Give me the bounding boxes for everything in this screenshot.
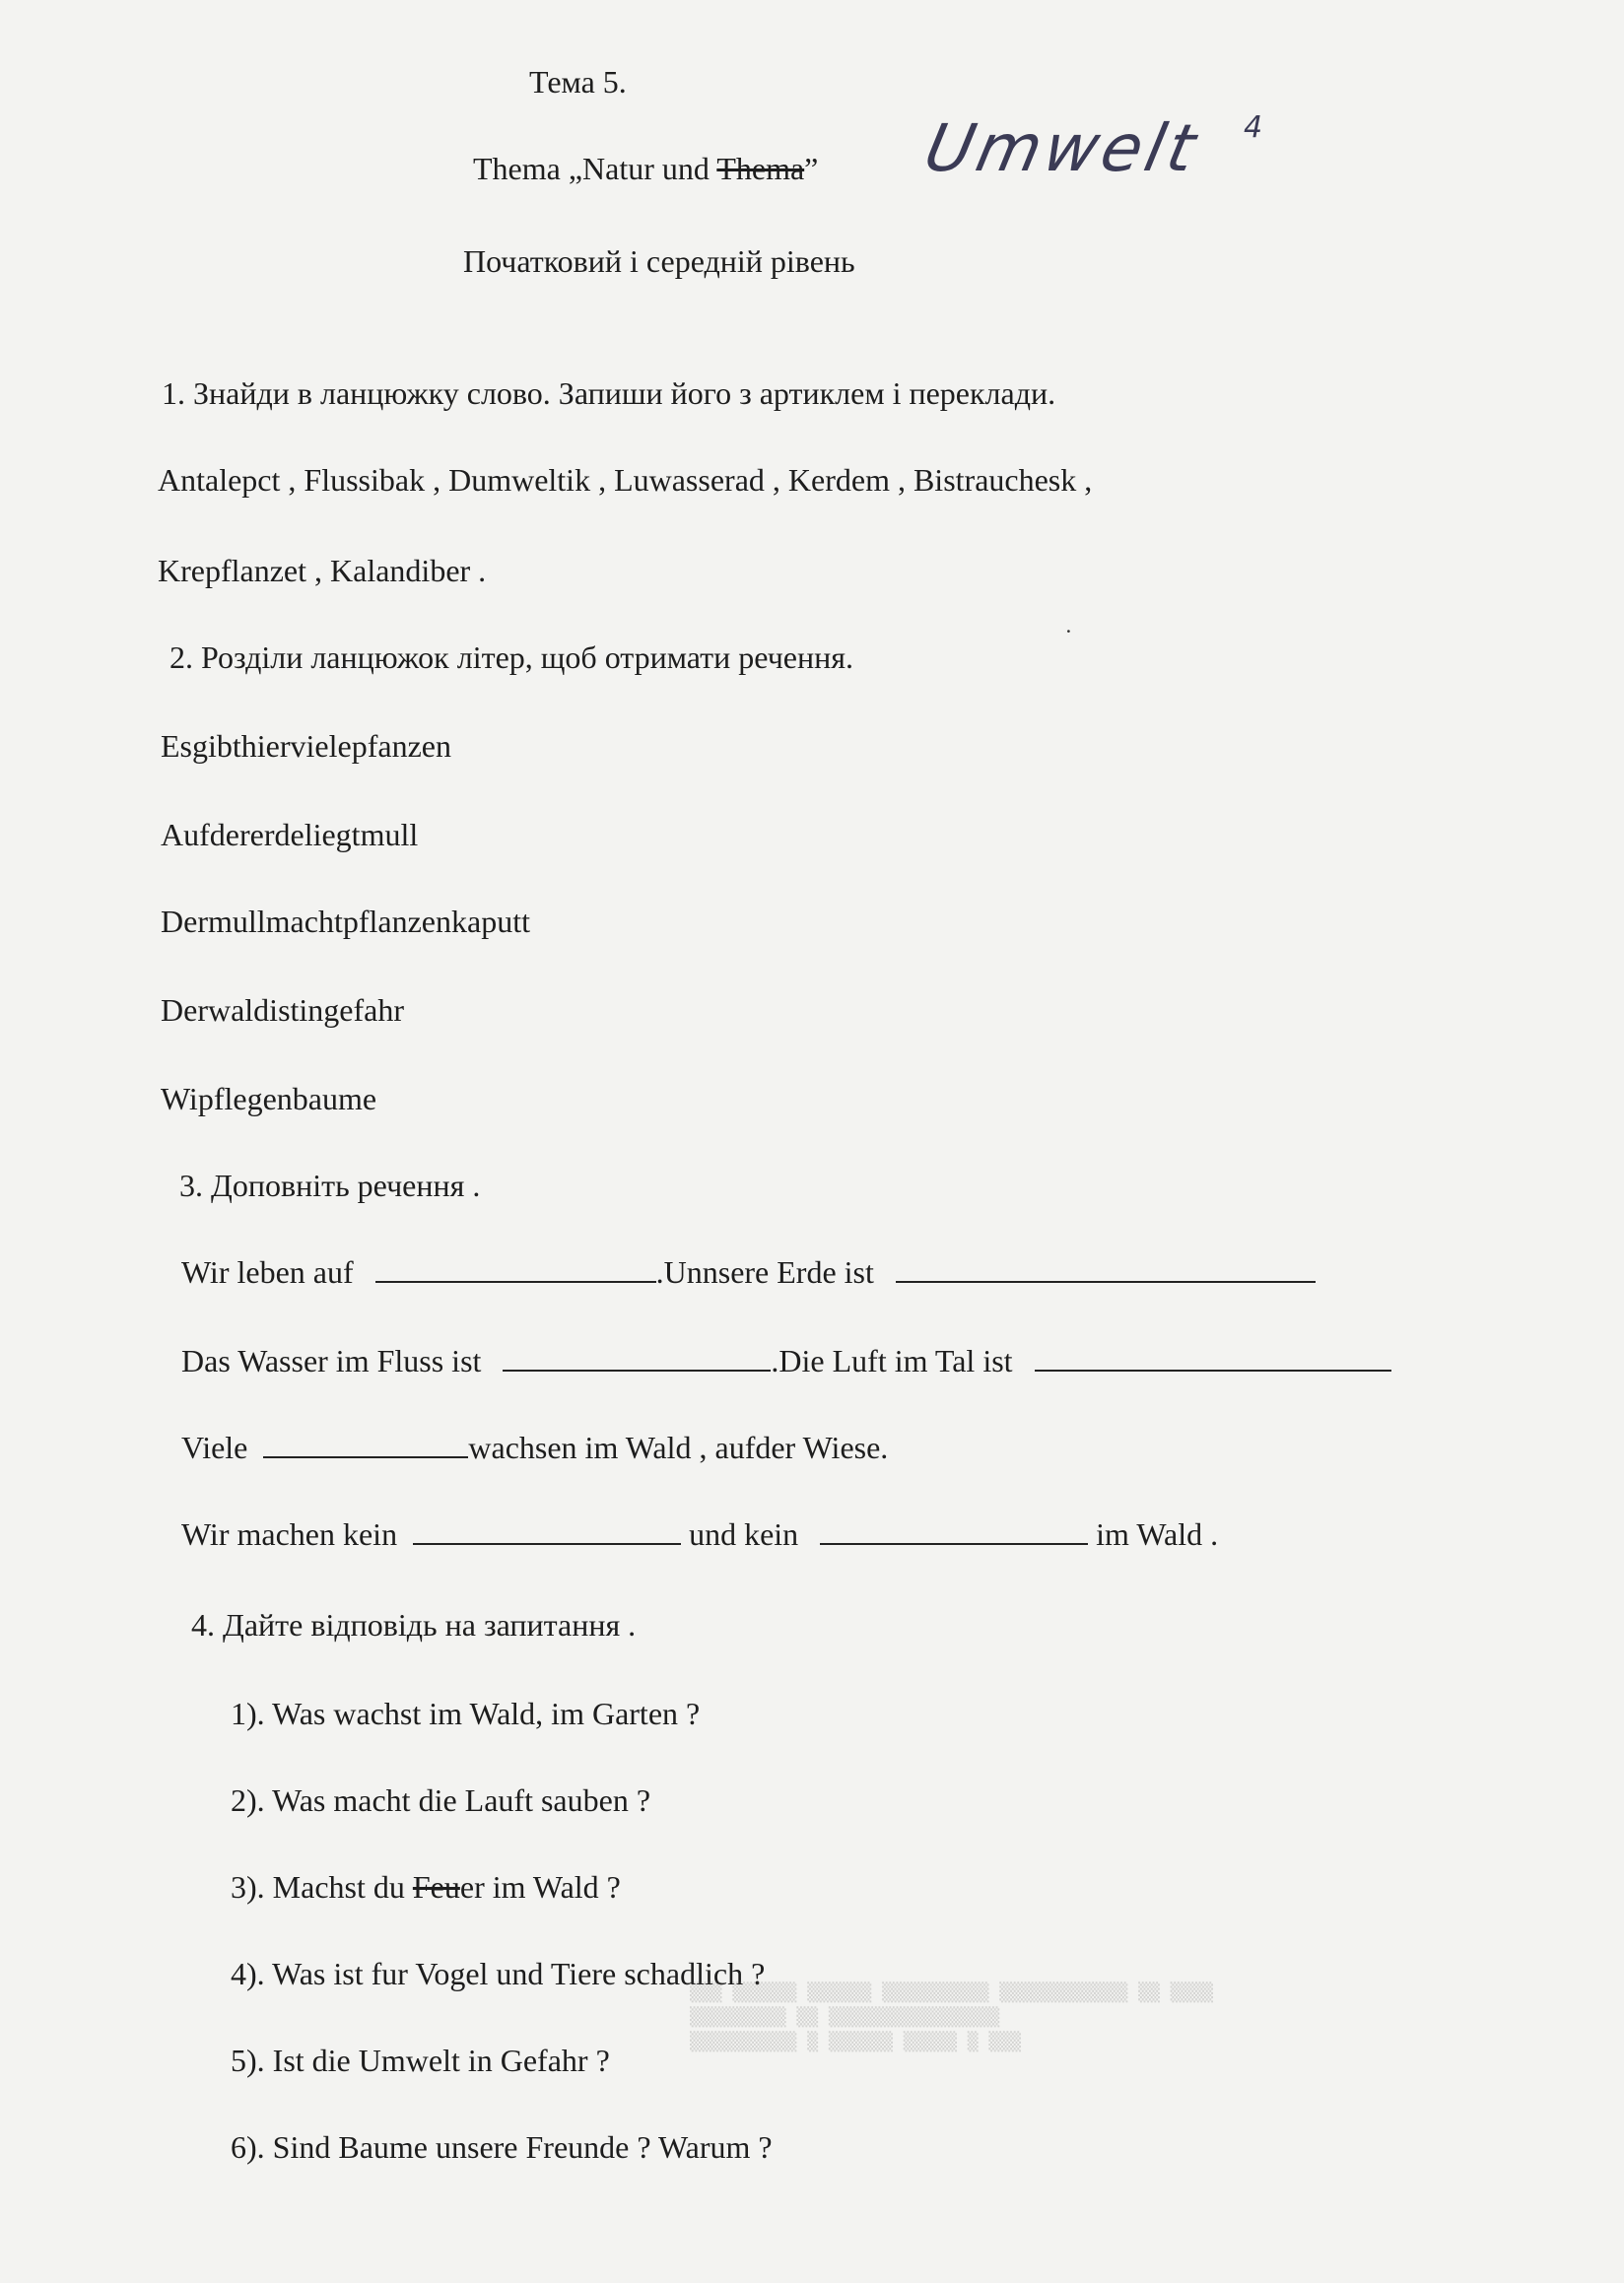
answer-blank[interactable]	[896, 1255, 1316, 1283]
question-3-suffix: er im Wald ?	[459, 1869, 621, 1905]
task3-sentence-2	[181, 1342, 1391, 1379]
task2-item-4: Derwaldistingefahr	[161, 992, 405, 1028]
sentence-text: und kein	[689, 1516, 799, 1552]
task3-sentence-3	[181, 1429, 888, 1466]
level-subtitle: Початковий і середній рівень	[463, 243, 855, 279]
topic-title	[473, 150, 818, 187]
topic-number: Тема 5.	[529, 64, 627, 100]
handwritten-mark: 4	[1244, 110, 1263, 145]
answer-blank[interactable]	[375, 1255, 656, 1283]
sentence-text: Wir machen kein	[181, 1516, 398, 1552]
answer-blank[interactable]	[413, 1517, 681, 1545]
task3-sentence-1	[181, 1253, 1316, 1291]
sentence-text: wachsen im Wald , aufder Wiese.	[468, 1430, 889, 1465]
sentence-text: .Unnsere Erde ist	[655, 1254, 874, 1290]
task2-item-2: Aufdererdeliegtmull	[161, 817, 419, 852]
task3-sentence-4	[181, 1515, 1218, 1553]
question-6: 6). Sind Baume unsere Freunde ? Warum ?	[231, 2129, 773, 2165]
question-1: 1). Was wachst im Wald, im Garten ?	[231, 1696, 701, 1731]
task2-item-5: Wipflegenbaume	[161, 1081, 377, 1116]
question-4: 4). Was ist fur Vogel und Tiere schadlich ?	[231, 1956, 766, 1991]
topic-title-suffix: ”	[804, 151, 819, 186]
answer-blank[interactable]	[503, 1344, 771, 1372]
question-3	[231, 1868, 621, 1906]
struck-word: Thema	[716, 151, 805, 186]
answer-blank[interactable]	[820, 1517, 1088, 1545]
sentence-text: .Die Luft im Tal ist	[771, 1343, 1013, 1378]
task2-item-3: Dermullmachtpflanzenkaputt	[161, 904, 530, 939]
sentence-text: Viele	[181, 1430, 248, 1465]
sentence-text: Das Wasser im Fluss ist	[181, 1343, 482, 1378]
stray-mark: ˙	[1064, 625, 1073, 653]
handwritten-correction: Umwelt	[917, 110, 1206, 186]
question-2: 2). Was macht die Lauft sauben ?	[231, 1782, 651, 1818]
struck-letters: Feu	[412, 1869, 460, 1905]
task3-instruction: 3. Доповніть речення .	[179, 1168, 481, 1203]
question-5: 5). Ist die Umwelt in Gefahr ?	[231, 2043, 610, 2078]
task4-instruction: 4. Дайте відповідь на запитання .	[191, 1607, 637, 1643]
sentence-text: Wir leben auf	[181, 1254, 354, 1290]
task1-instruction: 1. Знайди в ланцюжку слово. Запиши його з артиклем і переклади.	[162, 375, 1056, 411]
answer-blank[interactable]	[263, 1431, 468, 1458]
task2-item-1: Esgibthiervielepfanzen	[161, 728, 451, 764]
task1-words-line2: Krepflanzet , Kalandiber .	[158, 553, 487, 588]
task2-instruction: 2. Розділи ланцюжок літер, щоб отримати речення.	[169, 639, 853, 675]
task1-words-line1: Antalepct , Flussibak , Dumweltik , Luwasserad , Kerdem , Bistrauchesk ,	[158, 462, 1093, 498]
answer-blank[interactable]	[1035, 1344, 1391, 1372]
question-3-prefix: 3). Machst du	[231, 1869, 413, 1905]
sentence-text: im Wald .	[1096, 1516, 1219, 1552]
topic-title-prefix: Thema „Natur und	[473, 151, 717, 186]
bleed-through-text: ▒▒▒ ▒▒▒▒▒▒ ▒▒▒▒▒▒ ▒▒▒▒▒▒▒▒▒▒ ▒▒▒▒▒▒▒▒▒▒▒▒ ▒▒ ▒▒▒▒ ▒▒▒▒▒▒▒▒▒ ▒▒ ▒▒▒▒▒▒▒▒▒▒▒▒▒▒▒▒ ▒▒▒▒▒▒▒▒▒▒ ▒ ▒▒▒▒▒▒ ▒▒▒▒▒ ▒ ▒▒▒	[690, 1982, 1214, 2053]
